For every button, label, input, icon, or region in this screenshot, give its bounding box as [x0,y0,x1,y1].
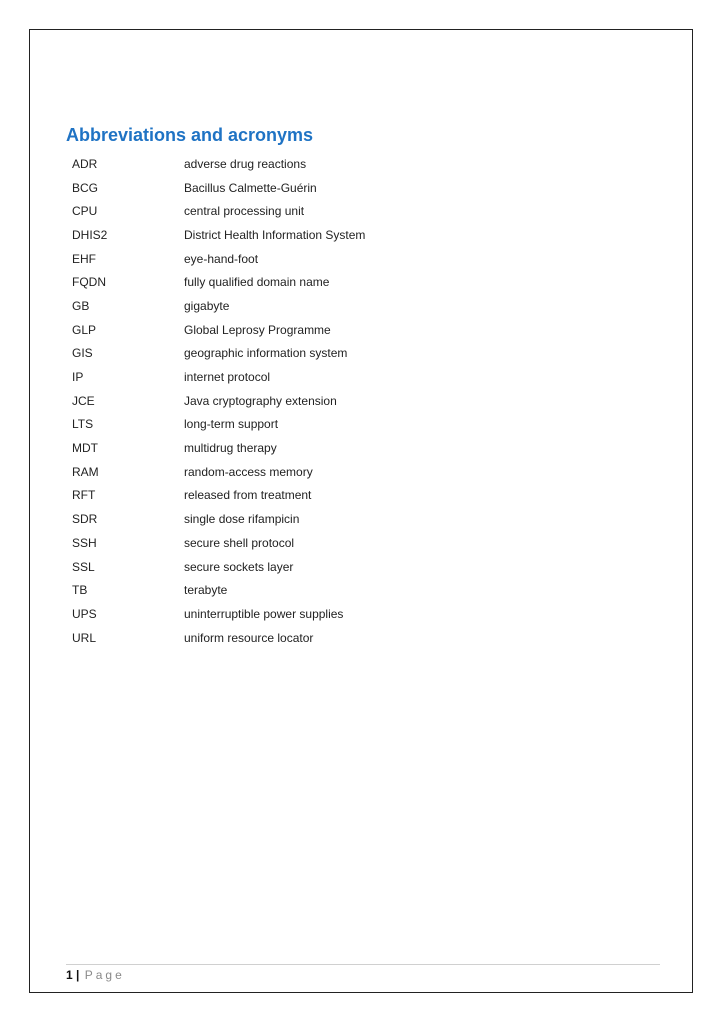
abbreviation-row [72,460,492,484]
abbreviation-code: UPS [72,606,97,621]
abbreviation-code: MDT [72,441,98,456]
abbreviation-row [72,507,492,531]
abbreviation-row [72,413,492,437]
abbreviation-definition: long-term support [184,417,279,432]
abbreviation-row [72,389,492,413]
abbreviation-definition: eye-hand-foot [184,251,259,266]
abbreviation-code: TB [72,583,88,598]
abbreviation-code: EHF [72,251,96,266]
abbreviation-definition: gigabyte [184,298,230,313]
abbreviation-row [72,531,492,555]
abbreviation-definition: Global Leprosy Programme [184,322,331,337]
abbreviation-code: IP [72,370,84,385]
abbreviation-definition: multidrug therapy [184,441,277,456]
abbreviation-row [72,626,492,650]
abbreviation-code: RAM [72,464,99,479]
page-number: 1 [66,968,73,982]
abbreviation-definition: terabyte [184,583,228,598]
abbreviation-code: GB [72,298,90,313]
abbreviation-code: BCG [72,180,99,195]
abbreviation-code: URL [72,630,97,645]
page-footer [66,967,125,983]
abbreviation-definition: secure shell protocol [184,535,295,550]
abbreviation-definition: uninterruptible power supplies [184,606,344,621]
abbreviation-code: GLP [72,322,97,337]
abbreviation-code: RFT [72,488,96,503]
abbreviation-code: GIS [72,346,93,361]
abbreviation-definition: fully qualified domain name [184,275,330,290]
abbreviation-code: JCE [72,393,95,408]
abbreviation-row [72,270,492,294]
abbreviation-definition: uniform resource locator [184,630,314,645]
abbreviation-row [72,365,492,389]
footer-divider [66,964,660,965]
abbreviation-definition: Java cryptography extension [184,393,337,408]
abbreviation-definition: released from treatment [184,488,312,503]
abbreviation-code: SSH [72,535,97,550]
page-separator: | [76,968,80,982]
page-title: Abbreviations and acronyms [66,125,314,145]
abbreviation-row [72,176,492,200]
abbreviation-definition: random-access memory [184,464,313,479]
abbreviation-row [72,602,492,626]
abbreviation-row [72,555,492,579]
abbreviation-row [72,484,492,508]
abbreviation-definition: Bacillus Calmette-Guérin [184,180,317,195]
abbreviation-code: CPU [72,204,98,219]
abbreviation-row [72,152,492,176]
abbreviation-definition: secure sockets layer [184,559,294,574]
abbreviation-code: SDR [72,512,98,527]
abbreviation-definition: District Health Information System [184,227,366,242]
abbreviation-row [72,247,492,271]
abbreviation-code: LTS [72,417,94,432]
abbreviation-list [72,152,492,649]
abbreviation-row [72,436,492,460]
abbreviation-definition: adverse drug reactions [184,156,307,171]
abbreviation-definition: central processing unit [184,204,305,219]
page-label: Page [84,968,125,982]
abbreviation-row [72,223,492,247]
abbreviation-code: FQDN [72,275,106,290]
abbreviation-row [72,199,492,223]
abbreviation-code: ADR [72,156,98,171]
abbreviation-code: DHIS2 [72,227,108,242]
abbreviation-code: SSL [72,559,95,574]
abbreviation-definition: single dose rifampicin [184,512,300,527]
abbreviation-row [72,294,492,318]
abbreviation-definition: geographic information system [184,346,348,361]
abbreviation-definition: internet protocol [184,370,271,385]
abbreviation-row [72,318,492,342]
abbreviation-row [72,342,492,366]
abbreviation-row [72,578,492,602]
